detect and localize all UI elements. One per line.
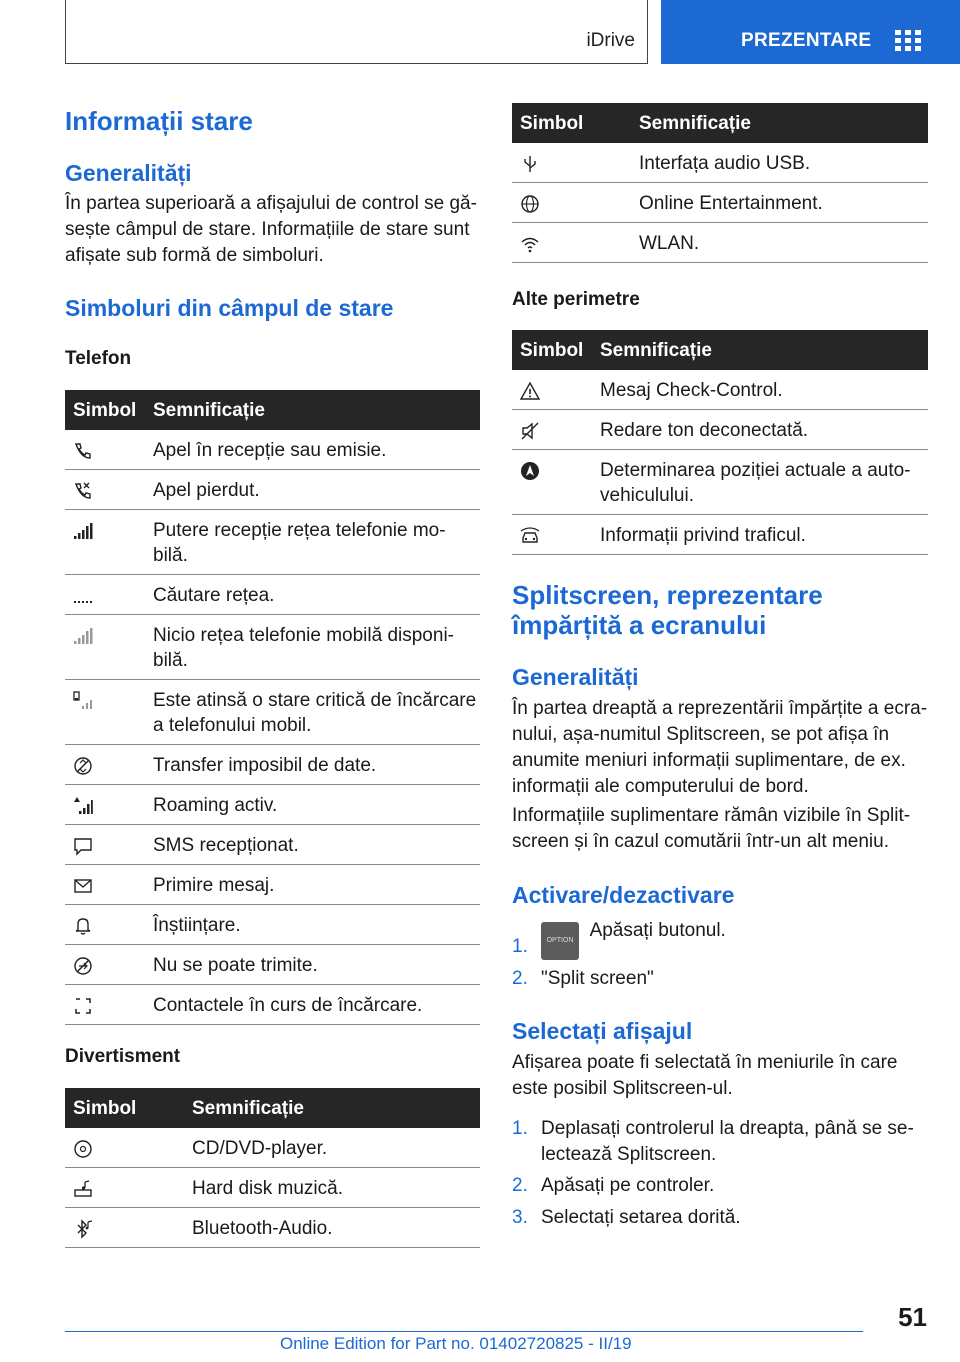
row-meaning: Mesaj Check-Control. bbox=[600, 380, 783, 401]
online-entertainment-icon bbox=[520, 194, 540, 214]
row-meaning: Căutare rețea. bbox=[153, 585, 275, 606]
battery-critical-icon bbox=[73, 691, 93, 711]
phone-call-icon bbox=[73, 441, 93, 461]
row-meaning: Apel în recepție sau emisie. bbox=[153, 440, 387, 461]
table-row bbox=[512, 143, 928, 183]
section-heading-general: Generalități bbox=[65, 160, 192, 186]
page-title: Informații stare bbox=[65, 106, 253, 136]
contacts-loading-icon bbox=[73, 996, 93, 1016]
no-network-icon bbox=[73, 626, 93, 646]
table-row bbox=[65, 985, 480, 1025]
header-tab[interactable] bbox=[661, 0, 960, 64]
table-row bbox=[65, 745, 480, 785]
table-header bbox=[65, 1088, 480, 1128]
roaming-icon bbox=[73, 796, 93, 816]
row-meaning: Primire mesaj. bbox=[153, 875, 275, 896]
select-heading: Selectați afișajul bbox=[512, 1018, 693, 1044]
page-number: 51 bbox=[898, 1302, 927, 1332]
data-transfer-blocked-icon bbox=[73, 756, 93, 776]
column-header-meaning: Semnificație bbox=[600, 340, 712, 361]
row-meaning: Roaming activ. bbox=[153, 795, 278, 816]
activation-step-1: 1. OPTION Apăsați butonul. bbox=[512, 918, 928, 960]
table-row bbox=[65, 615, 480, 680]
header-section-label: iDrive bbox=[586, 30, 635, 51]
wlan-icon bbox=[520, 234, 540, 254]
usb-icon bbox=[520, 154, 540, 174]
row-meaning: SMS recepționat. bbox=[153, 835, 299, 856]
table-row bbox=[65, 575, 480, 615]
table-row bbox=[65, 825, 480, 865]
row-meaning: Este atinsă o stare critică de încărcare a telefonului mobil. bbox=[153, 690, 477, 736]
traffic-icon bbox=[520, 526, 540, 546]
section-heading-symbols: Simboluri din câmpul de stare bbox=[65, 295, 394, 321]
column-header-symbol: Simbol bbox=[520, 340, 584, 361]
split-title: Splitscreen, reprezentare împărțită a ecranului bbox=[512, 580, 823, 640]
table-row bbox=[65, 470, 480, 510]
table-header bbox=[512, 103, 928, 143]
table-row bbox=[512, 183, 928, 223]
activation-heading: Activare/dezactivare bbox=[512, 882, 735, 908]
row-meaning: Nu se poate trimite. bbox=[153, 955, 318, 976]
column-header-symbol: Simbol bbox=[73, 1098, 137, 1119]
row-meaning: Înștiințare. bbox=[153, 915, 241, 936]
column-header-symbol: Simbol bbox=[520, 113, 584, 134]
missed-call-icon bbox=[73, 481, 93, 501]
column-header-meaning: Semnificație bbox=[192, 1098, 304, 1119]
column-header-meaning: Semnificație bbox=[153, 400, 265, 421]
row-meaning: WLAN. bbox=[639, 233, 700, 254]
row-meaning: Informații privind traficul. bbox=[600, 525, 806, 546]
mail-icon bbox=[73, 876, 93, 896]
bell-icon bbox=[73, 916, 93, 936]
general-text: În partea superioară a afișajului de control se gă- sește câmpul de stare. Informațiile de stare sunt afișate sub formă de simboluri. bbox=[65, 193, 477, 266]
warning-icon bbox=[520, 381, 540, 401]
network-search-icon bbox=[73, 586, 93, 606]
other-symbol-table bbox=[512, 330, 928, 555]
grid-icon bbox=[895, 30, 921, 52]
table-row bbox=[65, 905, 480, 945]
cd-dvd-icon bbox=[73, 1139, 93, 1159]
subheading-other: Alte perimetre bbox=[512, 289, 640, 310]
phone-symbol-table bbox=[65, 390, 480, 1025]
subheading-entertainment: Divertisment bbox=[65, 1046, 181, 1067]
table-row bbox=[65, 680, 480, 745]
header-tab-label: PREZENTARE bbox=[741, 30, 872, 51]
row-meaning: Determinarea poziției actuale a auto- vehiculului. bbox=[600, 460, 911, 506]
row-meaning: Online Entertainment. bbox=[639, 193, 823, 214]
column-header-symbol: Simbol bbox=[73, 400, 137, 421]
table-row bbox=[65, 1168, 480, 1208]
split-text-1: În partea dreaptă a reprezentării împărțite a ecra- nului, așa-numitul Splitscreen, se pot afișa în anumite meniuri informații suplimentare, de ex. informații ale computerului de bord. bbox=[512, 698, 928, 797]
table-row bbox=[65, 865, 480, 905]
entertainment-symbol-table bbox=[65, 1088, 480, 1248]
table-row bbox=[65, 785, 480, 825]
row-meaning: Nicio rețea telefonie mobilă disponi- bilă. bbox=[153, 625, 454, 671]
row-meaning: Apel pierdut. bbox=[153, 480, 260, 501]
signal-strength-icon bbox=[73, 521, 93, 541]
row-meaning: Bluetooth-Audio. bbox=[192, 1218, 333, 1239]
table-row bbox=[65, 510, 480, 575]
table-row bbox=[65, 430, 480, 470]
hard-disk-icon bbox=[73, 1179, 93, 1199]
row-meaning: Hard disk muzică. bbox=[192, 1178, 343, 1199]
entertainment-continued-table bbox=[512, 103, 928, 263]
footer-divider bbox=[65, 1331, 863, 1332]
table-header bbox=[512, 330, 928, 370]
row-meaning: Interfața audio USB. bbox=[639, 153, 811, 174]
table-row bbox=[512, 223, 928, 263]
option-button[interactable]: OPTION bbox=[541, 922, 579, 960]
select-text: Afișarea poate fi selectată în meniurile în care este posibil Splitscreen-ul. bbox=[512, 1052, 898, 1099]
table-row bbox=[512, 410, 928, 450]
table-row bbox=[512, 515, 928, 555]
row-meaning: Contactele în curs de încărcare. bbox=[153, 995, 423, 1016]
bluetooth-audio-icon bbox=[73, 1219, 93, 1239]
split-general-heading: Generalități bbox=[512, 664, 639, 690]
sms-icon bbox=[73, 836, 93, 856]
row-meaning: Putere recepție rețea telefonie mo- bilă. bbox=[153, 520, 446, 566]
table-row bbox=[65, 1128, 480, 1168]
split-text-2: Informațiile suplimentare rămân vizibile în Split- screen și în cazul comutării într-un alt meniu. bbox=[512, 805, 911, 852]
table-header bbox=[65, 390, 480, 430]
table-row bbox=[65, 1208, 480, 1248]
position-icon bbox=[520, 461, 540, 481]
header-frame bbox=[65, 0, 648, 64]
table-row bbox=[512, 450, 928, 515]
row-meaning: Redare ton deconectată. bbox=[600, 420, 809, 441]
mute-icon bbox=[520, 421, 540, 441]
row-meaning: Transfer imposibil de date. bbox=[153, 755, 377, 776]
table-row bbox=[512, 370, 928, 410]
row-meaning: CD/DVD-player. bbox=[192, 1138, 328, 1159]
footer-edition: Online Edition for Part no. 01402720825 - II/19 bbox=[280, 1334, 632, 1353]
send-blocked-icon bbox=[73, 956, 93, 976]
table-row bbox=[65, 945, 480, 985]
subheading-phone: Telefon bbox=[65, 348, 132, 369]
column-header-meaning: Semnificație bbox=[639, 113, 751, 134]
